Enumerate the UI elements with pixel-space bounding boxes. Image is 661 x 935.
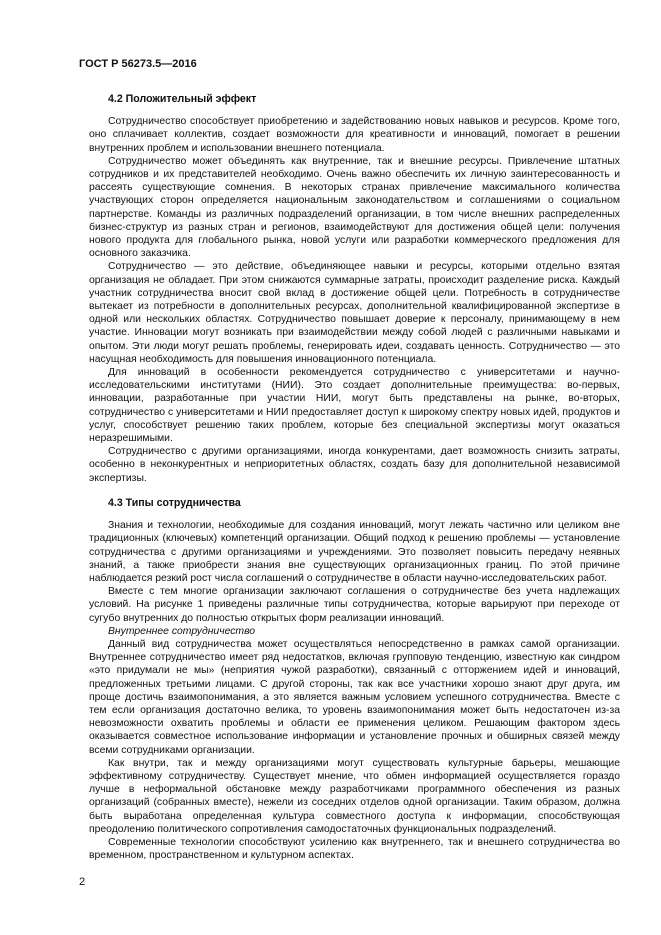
section-4-3-title: 4.3 Типы сотрудничества xyxy=(108,496,241,509)
page-number: 2 xyxy=(79,876,86,888)
section-4-2-title: 4.2 Положительный эффект xyxy=(108,93,257,105)
section-4-2-paragraph: Сотрудничество способствует приобретению и задействованию новых навыков и ресурсов. Кроме того, оно сплачивает коллектив, создает возможности для креативности и инноваций, помогает в решении внутренних проблем и использовании внешнего потенциала. xyxy=(89,116,620,154)
section-4-2-paragraph: Сотрудничество — это действие, объединяющее навыки и ресурсы, которыми отдельно взятая организация не обладает. При этом снижаются суммарные затраты, происходит разделение риска. Каждый участник сотрудничества вносит свой вклад в достижение общей цели. Потребность в сотрудничестве вытекает из потребности в дополнительных ресурсах, дополнительной квалифицированной экспертизе в одной или нескольких областях. Сотрудничество повышает доверие к персоналу, принимающему в нем участие. Инновации могут возникать при взаимодействии между собой людей с различными навыками и опытом. Эти люди могут решать проблемы, генерировать идеи, создавать ценность. Сотрудничество — это насущная необходимость для повышения инновационного потенциала. xyxy=(89,261,620,365)
section-4-3-paragraph: Вместе с тем многие организации заключают соглашения о сотрудничестве без учета надлежащих условий. На рисунке 1 приведены различные типы сотрудничества, которые варьируют при переходе от сугубо внутренних до полностью открытых форм реализации инноваций. xyxy=(89,586,620,624)
section-4-2-paragraph: Для инноваций в особенности рекомендуется сотрудничество с университетами и научно-исследовательскими институтами (НИИ). Это создает дополнительные преимущества: во-первых, инновации, разработанные при участии НИИ, могут быть представлены на рынке, во-вторых, сотрудничество с университетами и НИИ предоставляет доступ к широкому спектру новых идей, продуктов и услуг, способствует решению таких проблем, которые без специальной экспертизы могут оказаться неразрешимыми. xyxy=(89,367,620,445)
section-4-3-paragraph: Знания и технологии, необходимые для создания инноваций, могут лежать частично или целиком вне традиционных (ключевых) компетенций организации. Общий подход к решению проблемы — установление сотрудничества с другими организациями и учреждениями. Это позволяет повысить передачу неявных знаний, а также приобрести знания вне существующих организационных границ. По этой причине наблюдается резкий рост числа соглашений о сотрудничестве в области научно-исследовательских работ. xyxy=(89,520,620,584)
internal-cooperation-subheading: Внутреннее сотрудничество xyxy=(108,625,256,637)
section-4-3-paragraph: Современные технологии способствуют усилению как внутреннего, так и внешнего сотрудничества во временном, пространственном и культурном аспектах. xyxy=(89,836,620,862)
section-4-3-paragraph: Как внутри, так и между организациями могут существовать культурные барьеры, мешающие эффективному сотрудничеству. Существует мнение, что обмен информацией осуществляется гораздо лучше в неформальной обстановке между разработчиками программного обеспечения из разных организаций (собранных вместе), нежели из соседних отделов одной организации. Таким образом, должна быть выработана определенная культура совместного доступа к информации, способствующая преодолению политического сопротивления самодостаточных функциональных подразделений. xyxy=(89,757,620,835)
document-body xyxy=(89,93,620,862)
section-4-3-paragraph: Данный вид сотрудничества может осуществляться непосредственно в рамках самой организации. Внутреннее сотрудничество имеет ряд недостатков, включая групповую тенденцию, известную как синдром «это придумали не мы» (неприятия чужой разработки), связанный с отторжением идей и инноваций, предложенных третьими лицами. С другой стороны, так как все участники хорошо знают друг друга, им проще достичь взаимопонимания, а это является важным условием успешного сотрудничества. Вместе с тем если организация достаточно велика, то уровень взаимопонимания может быть недостаточен из-за невозможности охватить проблемы и области ее применения целиком. Решающим фактором здесь оказывается совместное использование информации и установление прочных и обширных связей между всеми сотрудниками организации. xyxy=(89,638,620,756)
standard-id-header: ГОСТ Р 56273.5—2016 xyxy=(79,58,197,70)
section-4-2-paragraph: Сотрудничество может объединять как внутренние, так и внешние ресурсы. Привлечение штатных сотрудников и их представителей необходимо. Очень важно обеспечить их личную заинтересованность и рассеять существующие сомнения. В некоторых странах привлечение максимального количества участвующих сторон определяется национальным законодательством и соглашениями о социальном партнерстве. Команды из различных подразделений организации, в том числе внешних распределенных бизнес-структур из разных стран и регионов, взаимодействуют для достижения общей цели: получения нового продукта для глобального рынка, новой услуги или разработки коммерческого предложения для основного заказчика. xyxy=(89,155,620,260)
section-4-2-paragraph: Сотрудничество с другими организациями, иногда конкурентами, дает возможность снизить затраты, особенно в неконкурентных и неприоритетных областях, создать базу для дополнительной независимой экспертизы. xyxy=(89,446,620,484)
